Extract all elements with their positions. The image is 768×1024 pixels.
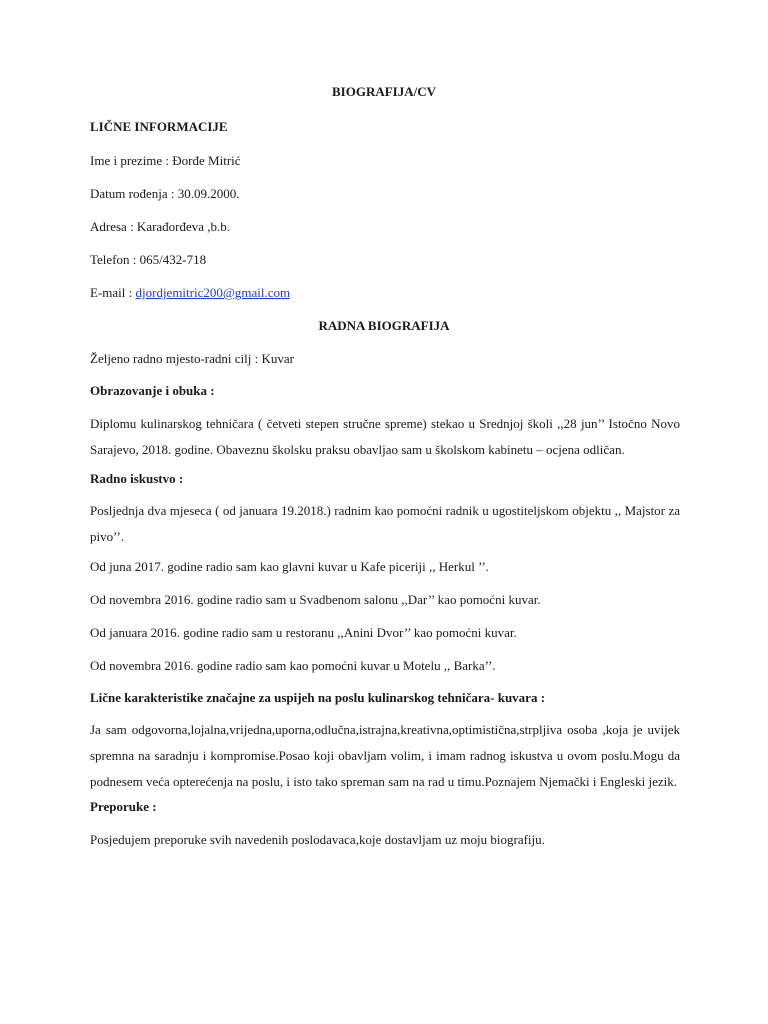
address-line: Adresa : Karađorđeva ,b.b.: [90, 219, 231, 234]
experience-item-4: Od januara 2016. godine radio sam u restoranu ,,Anini Dvor’’ kao pomoćni kuvar.: [90, 625, 517, 640]
references-heading: Preporuke :: [90, 799, 157, 814]
email-line: [90, 285, 680, 301]
experience-item-3: Od novembra 2016. godine radio sam u Svadbenom salonu ,,Dar’’ kao pomoćni kuvar.: [90, 592, 541, 607]
document-title: BIOGRAFIJA/CV: [331, 84, 436, 99]
job-goal-line: Željeno radno mjesto-radni cilj : Kuvar: [90, 351, 294, 366]
education-heading: Obrazovanje i obuka :: [90, 383, 215, 398]
email-link[interactable]: djordjemitric200@gmail.com: [135, 285, 291, 300]
dob-line: Datum rođenja : 30.09.2000.: [90, 186, 240, 201]
references-text: Posjedujem preporuke svih navedenih poslodavaca,koje dostavljam uz moju biografiju.: [90, 832, 545, 847]
traits-paragraph: Ja sam odgovorna,lojalna,vrijedna,uporna,odlučna,istrajna,kreativna,optimistična,strpljiva osoba ,koja je uvijek spremna na saradnju i kompromise.Posao koji obavljam volim, i imam radnog iskustva u ovom poslu.Mogu da podnesem veća opterećenja na poslu, i isto tako spreman sam na rad u timu.Poznajem Njemački i Engleski jezik.: [90, 722, 680, 789]
experience-item-2: Od juna 2017. godine radio sam kao glavni kuvar u Kafe piceriji ,, Herkul ’’.: [90, 559, 490, 574]
name-line: Ime i prezime : Đorđe Mitrić: [90, 153, 241, 168]
education-paragraph: Diplomu kulinarskog tehničara ( četveti stepen stručne spreme) stekao u Srednjoj školi ,,28 jun’’ Istočno Novo Sarajevo, 2018. godine. Obaveznu školsku praksu obavljao sam u školskom kabinetu – ocjena odličan.: [90, 416, 680, 457]
experience-heading: Radno iskustvo :: [90, 471, 184, 486]
experience-item-1: Posljednja dva mjeseca ( od januara 19.2018.) radnim kao pomoćni radnik u ugostiteljskom objektu ,, Majstor za pivo’’.: [90, 503, 680, 544]
work-bio-heading: RADNA BIOGRAFIJA: [318, 318, 450, 333]
phone-line: Telefon : 065/432-718: [90, 252, 207, 267]
traits-heading: Lične karakteristike značajne za uspijeh na poslu kulinarskog tehničara- kuvara :: [90, 690, 546, 705]
experience-item-5: Od novembra 2016. godine radio sam kao pomoćni kuvar u Motelu ,, Barka’’.: [90, 658, 496, 673]
email-label: E-mail :: [90, 285, 136, 300]
personal-info-heading: LIČNE INFORMACIJE: [90, 119, 228, 134]
